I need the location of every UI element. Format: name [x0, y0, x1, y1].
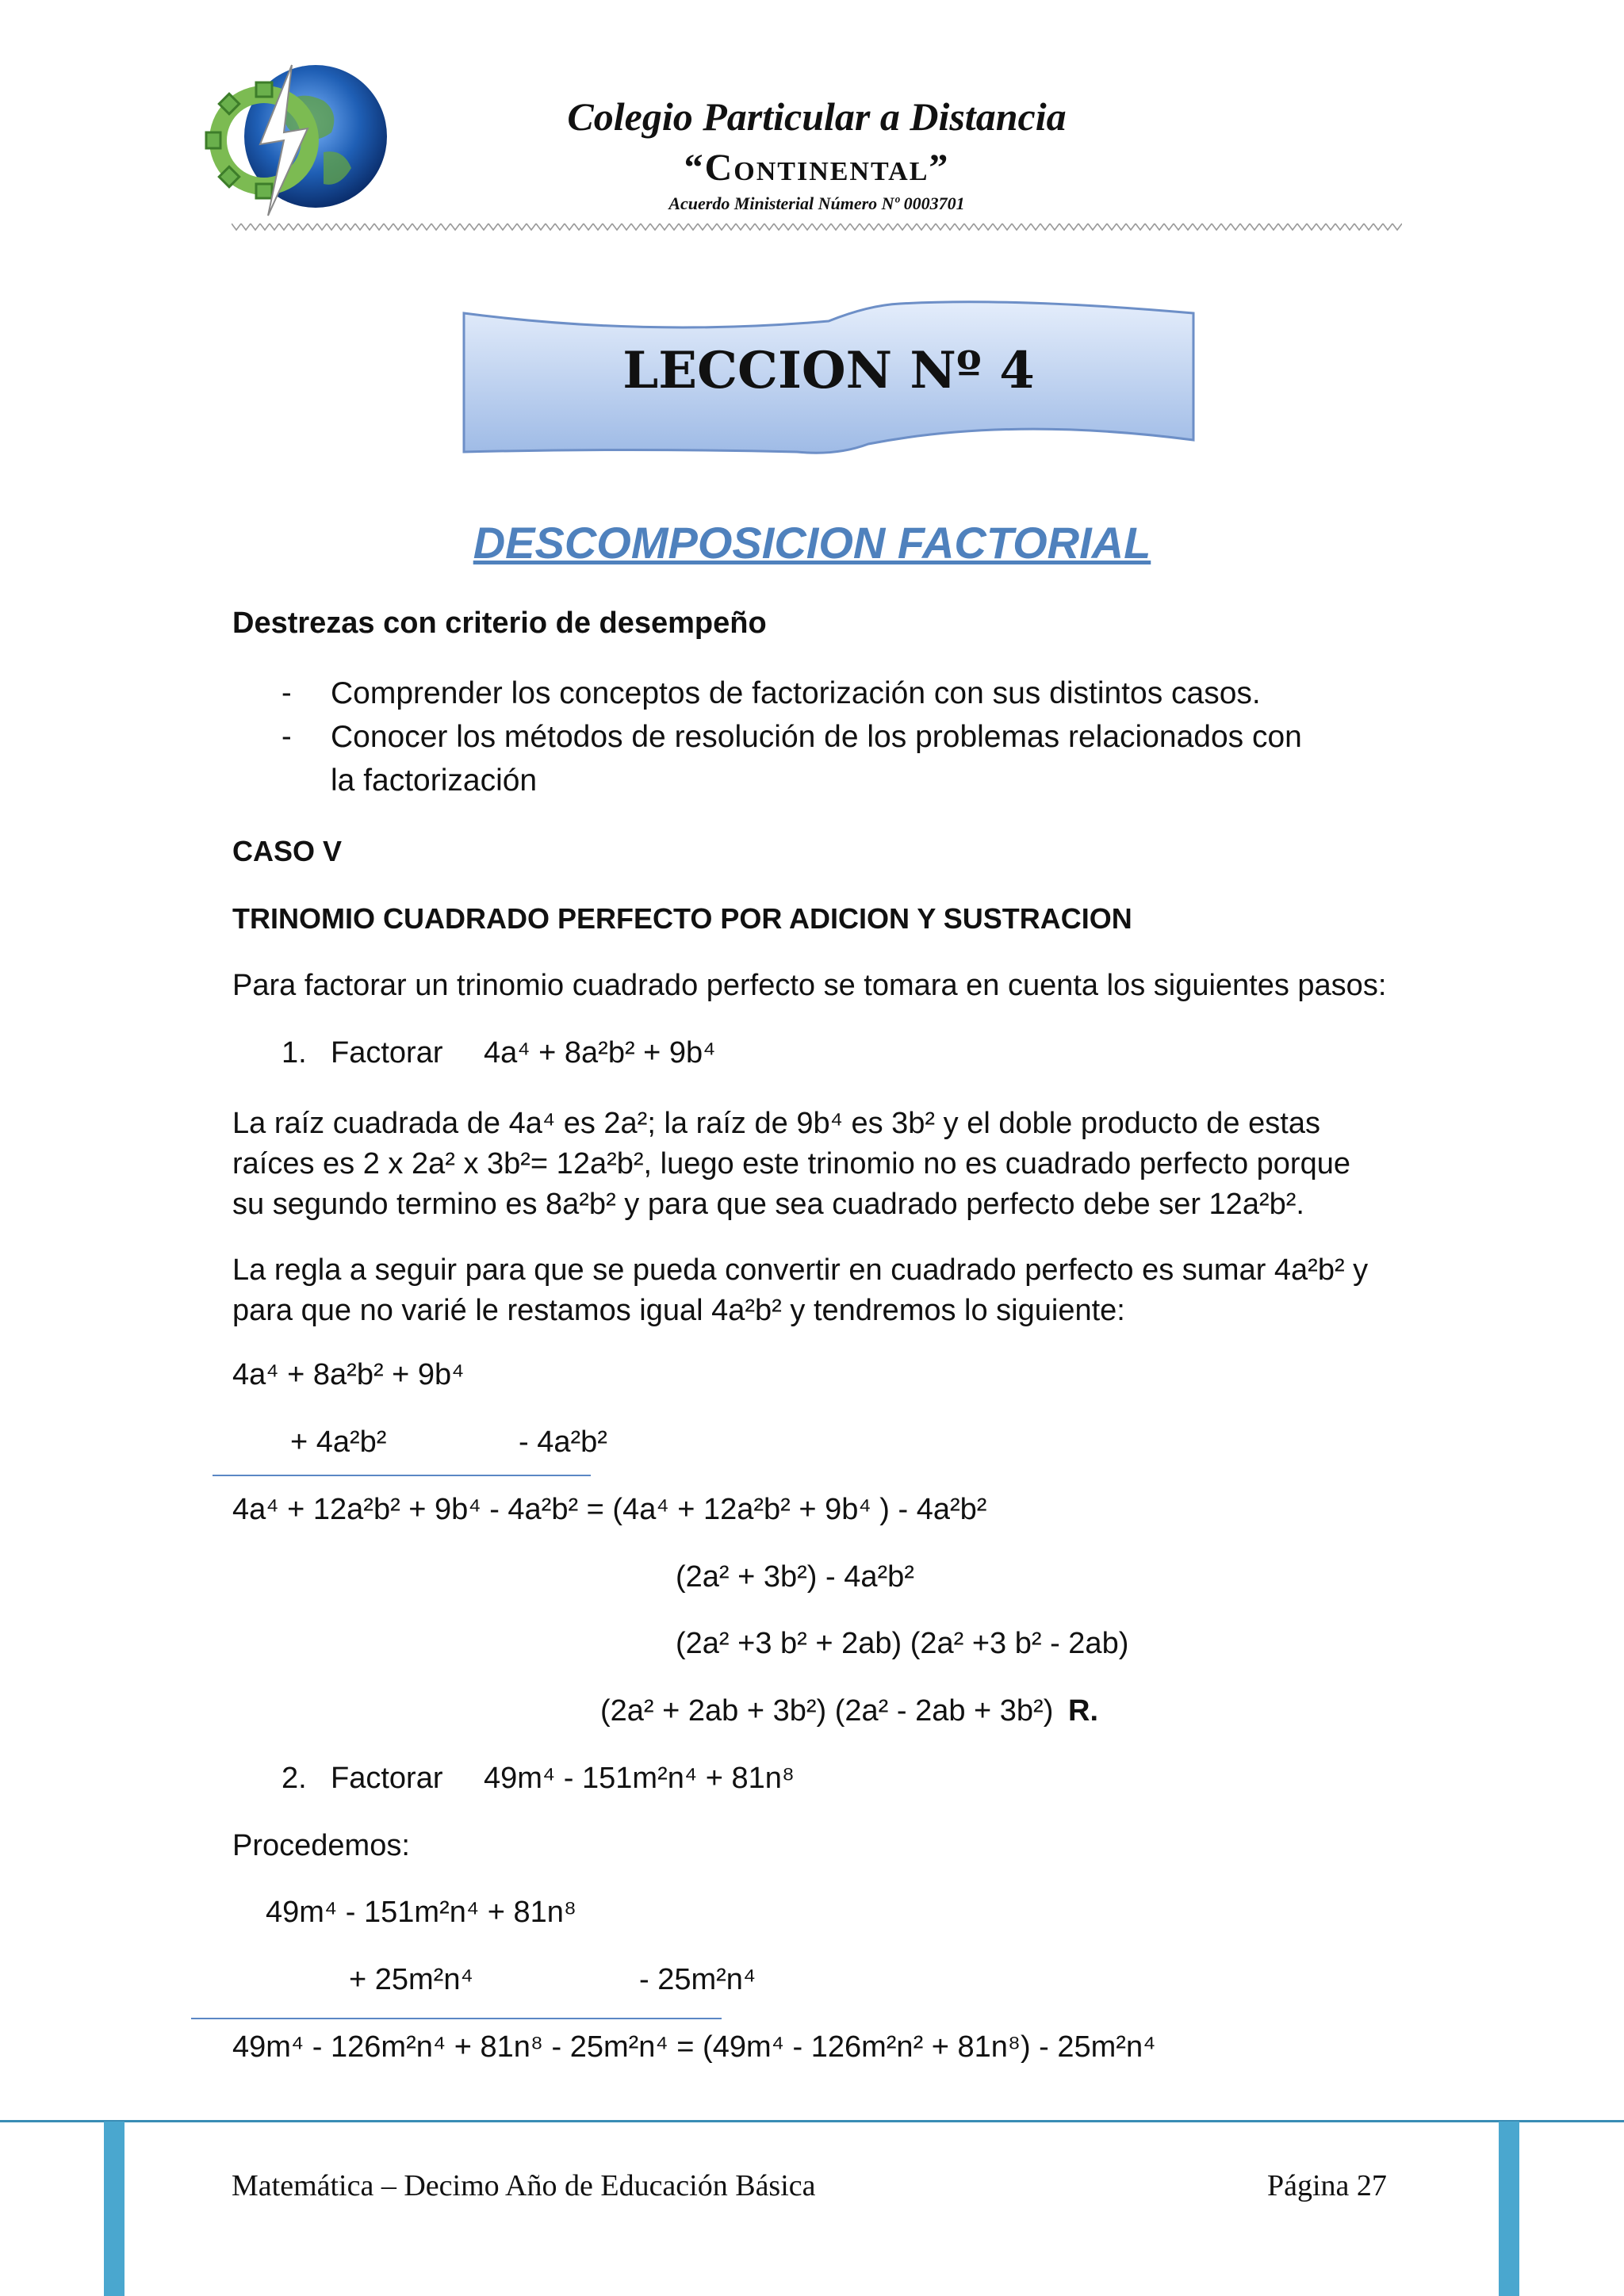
bullet-dash: -: [282, 720, 292, 753]
work-step: (2a² + 3b²) - 4a²b²: [676, 1560, 914, 1594]
footer-rule: [0, 2120, 1624, 2122]
subject-title: DESCOMPOSICION FACTORIAL: [473, 518, 1151, 568]
work-step: 49m⁴ - 151m²n⁴ + 81n⁸: [266, 1896, 576, 1929]
sum-line: [191, 2018, 722, 2019]
work-step: (2a² +3 b² + 2ab) (2a² +3 b² - 2ab): [676, 1627, 1129, 1660]
explanation-line: La raíz cuadrada de 4a⁴ es 2a²; la raíz de 9b⁴ es 3b² y el doble producto de estas: [232, 1107, 1320, 1140]
ministerial-agreement: Acuerdo Ministerial Número Nº 0003701: [668, 193, 965, 213]
case-intro: Para factorar un trinomio cuadrado perfecto se tomara en cuenta los siguientes pasos:: [232, 969, 1387, 1002]
work-step: (2a² + 2ab + 3b²) (2a² - 2ab + 3b²): [600, 1694, 1054, 1728]
proceed-label: Procedemos:: [232, 1829, 410, 1862]
case-title: TRINOMIO CUADRADO PERFECTO POR ADICION Y SUSTRACION: [232, 902, 1132, 935]
example-verb: Factorar: [331, 1036, 443, 1070]
answer-marker: R.: [1068, 1694, 1098, 1728]
footer-pillar-right: [1499, 2122, 1519, 2296]
work-step: 4a⁴ + 8a²b² + 9b⁴: [232, 1358, 465, 1391]
example-expression: 49m⁴ - 151m²n⁴ + 81n⁸: [484, 1762, 795, 1795]
footer-course: Matemática – Decimo Año de Educación Básica: [232, 2169, 816, 2202]
work-step-add: + 4a²b²: [290, 1425, 387, 1459]
work-step: 49m⁴ - 126m²n⁴ + 81n⁸ - 25m²n⁴ = (49m⁴ - 126m²n² + 81n⁸) - 25m²n⁴: [232, 2030, 1156, 2064]
school-name: Colegio Particular a Distancia: [567, 94, 1067, 139]
work-step: 4a⁴ + 12a²b² + 9b⁴ - 4a²b² = (4a⁴ + 12a²b² + 9b⁴ ) - 4a²b²: [232, 1493, 987, 1526]
skill-item: Comprender los conceptos de factorización con sus distintos casos.: [331, 676, 1261, 710]
explanation-line: su segundo termino es 8a²b² y para que sea cuadrado perfecto debe ser 12a²b².: [232, 1188, 1304, 1221]
sum-line: [213, 1475, 591, 1476]
rule-line: para que no varié le restamos igual 4a²b² y tendremos lo siguiente:: [232, 1294, 1125, 1327]
skills-heading: Destrezas con criterio de desempeño: [232, 607, 767, 640]
work-step-sub: - 4a²b²: [519, 1425, 607, 1459]
work-step-sub: - 25m²n⁴: [639, 1963, 756, 1996]
skill-item: Conocer los métodos de resolución de los problemas relacionados con: [331, 720, 1302, 754]
example-number: 1.: [282, 1036, 307, 1070]
case-label: CASO V: [232, 835, 343, 867]
example-number: 2.: [282, 1762, 307, 1795]
bullet-dash: -: [282, 676, 292, 710]
skill-item-continuation: la factorización: [331, 763, 538, 798]
footer-pillar-left: [104, 2122, 124, 2296]
example-verb: Factorar: [331, 1762, 443, 1795]
school-logo: [205, 57, 395, 224]
rule-line: La regla a seguir para que se pueda convertir en cuadrado perfecto es sumar 4a²b² y: [232, 1253, 1369, 1287]
header-divider: [232, 219, 1402, 235]
page-number: Página 27: [1267, 2169, 1387, 2202]
explanation-line: raíces es 2 x 2a² x 3b²= 12a²b², luego este trinomio no es cuadrado perfecto porque: [232, 1147, 1350, 1181]
lesson-title: LECCION Nº 4: [622, 341, 1035, 400]
example-expression: 4a⁴ + 8a²b² + 9b⁴: [484, 1036, 716, 1070]
work-step-add: + 25m²n⁴: [349, 1963, 473, 1996]
school-subtitle: “Continental”: [684, 147, 950, 189]
